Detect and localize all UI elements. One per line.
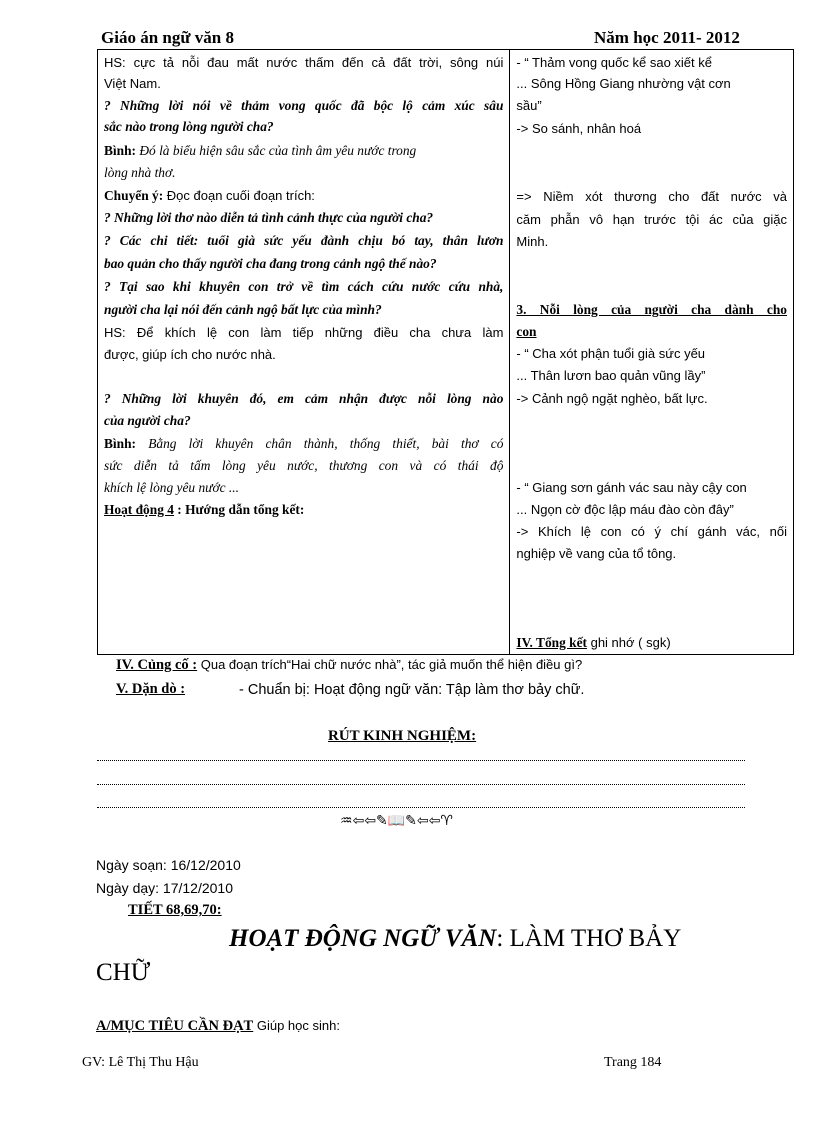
right-line: Minh.: [516, 234, 549, 249]
question-line: bao quản cho thấy người cha đang trong cảnh ngộ thế nào?: [104, 256, 437, 271]
lesson-title-rest: : LÀM THƠ BẢY: [496, 925, 682, 952]
right-line: nghiệp về vang của tổ tông.: [516, 546, 677, 561]
left-line: khích lệ lòng yêu nước ...: [104, 480, 239, 495]
right-line: - “ Cha xót phận tuổi già sức yếu: [516, 346, 706, 361]
left-line: được, giúp ích cho nước nhà.: [104, 347, 276, 362]
binh-label: Bình:: [104, 143, 137, 158]
dotted-line: [97, 760, 745, 761]
activity-4-label: Hoạt động 4: [104, 502, 174, 517]
lesson-title-italic: HOẠT ĐỘNG NGỮ VĂN: [229, 925, 497, 952]
right-line: ... Ngọn cờ độc lập máu đào còn đây”: [516, 502, 734, 517]
question-line: ? Các chi tiết: tuổi già sức yếu đành chịu bó tay, thân lươn: [104, 233, 504, 248]
header-school-year: Năm học 2011- 2012: [594, 28, 740, 47]
cung-co-text: Qua đoạn trích“Hai chữ nước nhà”, tác giả muốn thể hiện điều gì?: [197, 657, 583, 672]
question-line: ? Tại sao khi khuyên con trở về tìm cách cứu nước cứu nhà,: [104, 279, 504, 294]
ornament-divider: ♒⇦⇦✎📖✎⇦⇦♈: [340, 813, 453, 829]
lesson-title: [229, 925, 681, 953]
chuyen-y-label: Chuyển ý:: [104, 188, 164, 203]
content-column: [510, 50, 794, 655]
chuyen-y-text: Đọc đoạn cuối đoạn trích:: [163, 188, 315, 203]
right-line: căm phẫn vô hạn trước tội ác của giặc: [516, 212, 787, 227]
right-line: -> So sánh, nhân hoá: [516, 121, 642, 136]
teacher-name: GV: Lê Thị Thu Hậu: [82, 1055, 199, 1070]
right-line: -> Cảnh ngộ ngặt nghèo, bất lực.: [516, 391, 708, 406]
question-line: người cha lại nói đến cảnh ngộ bất lực của mình?: [104, 302, 382, 317]
left-line: Việt Nam.: [104, 76, 161, 91]
activity-4-text: : Hướng dẫn tổng kết:: [173, 502, 305, 517]
header-subject: Giáo án ngữ văn 8: [101, 28, 235, 47]
summary-text: ghi nhớ ( sgk): [586, 635, 671, 650]
right-line: -> Khích lệ con có ý chí gánh vác, nối: [516, 524, 787, 539]
question-line: ? Những lời nói về thảm vong quốc đã bộc lộ cảm xúc sâu: [104, 98, 504, 113]
teacher-student-activity-column: [98, 50, 510, 655]
objectives-label: A/MỤC TIÊU CẦN ĐẠT: [96, 1018, 254, 1034]
lesson-period: TIẾT 68,69,70:: [128, 902, 222, 918]
rut-kinh-nghiem-heading: RÚT KINH NGHIỆM:: [328, 728, 477, 744]
summary-line: [516, 633, 787, 653]
page-number: Trang 184: [604, 1055, 662, 1070]
cung-co-line: [116, 657, 582, 674]
left-line: HS: Để khích lệ con làm tiếp những điều cha chưa làm: [104, 325, 504, 340]
dan-do-label: V. Dặn dò :: [116, 681, 186, 697]
objectives-text: Giúp học sinh:: [253, 1018, 340, 1033]
right-line: ... Sông Hồng Giang nhường vật cơn: [516, 76, 731, 91]
section-3-heading-cont: con: [516, 324, 537, 339]
question-line: ? Những lời thơ nào diễn tả tình cảnh thực của người cha?: [104, 210, 434, 225]
right-line: => Niềm xót thương cho đất nước và: [516, 189, 787, 204]
section-3-heading: 3. Nỗi lòng của người cha dành cho: [516, 302, 787, 317]
binh-text: Đó là biểu hiện sâu sắc của tình âm yêu nước trong: [136, 143, 417, 158]
left-line: lòng nhà thơ.: [104, 165, 176, 180]
dotted-line: [97, 784, 745, 785]
left-line: HS: cực tả nỗi đau mất nước thấm đến cả đất trời, sông núi: [104, 55, 504, 70]
right-line: - “ Thảm vong quốc kể sao xiết kể: [516, 55, 712, 70]
binh-line: [104, 434, 503, 454]
summary-label: IV. Tổng kết: [516, 635, 587, 650]
lesson-table: [97, 49, 794, 655]
binh-label: Bình:: [104, 436, 137, 451]
teaching-date: Ngày dạy: 17/12/2010: [96, 880, 233, 896]
dotted-line: [97, 807, 745, 808]
binh-line: [104, 141, 503, 161]
question-line: của người cha?: [104, 413, 191, 428]
objectives-line: [96, 1018, 340, 1035]
cung-co-label: IV. Củng cố :: [116, 657, 198, 673]
dan-do-text: - Chuẩn bị: Hoạt động ngữ văn: Tập làm thơ bảy chữ.: [239, 682, 585, 698]
preparation-date: Ngày soạn: 16/12/2010: [96, 857, 241, 873]
chuyen-y-line: [104, 186, 503, 206]
lesson-title-line2: CHỮ: [96, 959, 151, 986]
question-line: sắc nào trong lòng người cha?: [104, 119, 274, 134]
question-line: ? Những lời khuyên đó, em cảm nhận được nỗi lòng nào: [104, 391, 504, 406]
right-line: sầu”: [516, 98, 542, 113]
right-line: - “ Giang sơn gánh vác sau này cậy con: [516, 480, 747, 495]
binh-text: Bằng lời khuyên chân thành, thống thiết, bài thơ có: [136, 436, 504, 451]
activity-4-line: [104, 500, 503, 520]
left-line: sức diễn tả tấm lòng yêu nước, thương con và có thái độ: [104, 458, 504, 473]
right-line: ... Thân lươn bao quản vũng lầy”: [516, 368, 706, 383]
